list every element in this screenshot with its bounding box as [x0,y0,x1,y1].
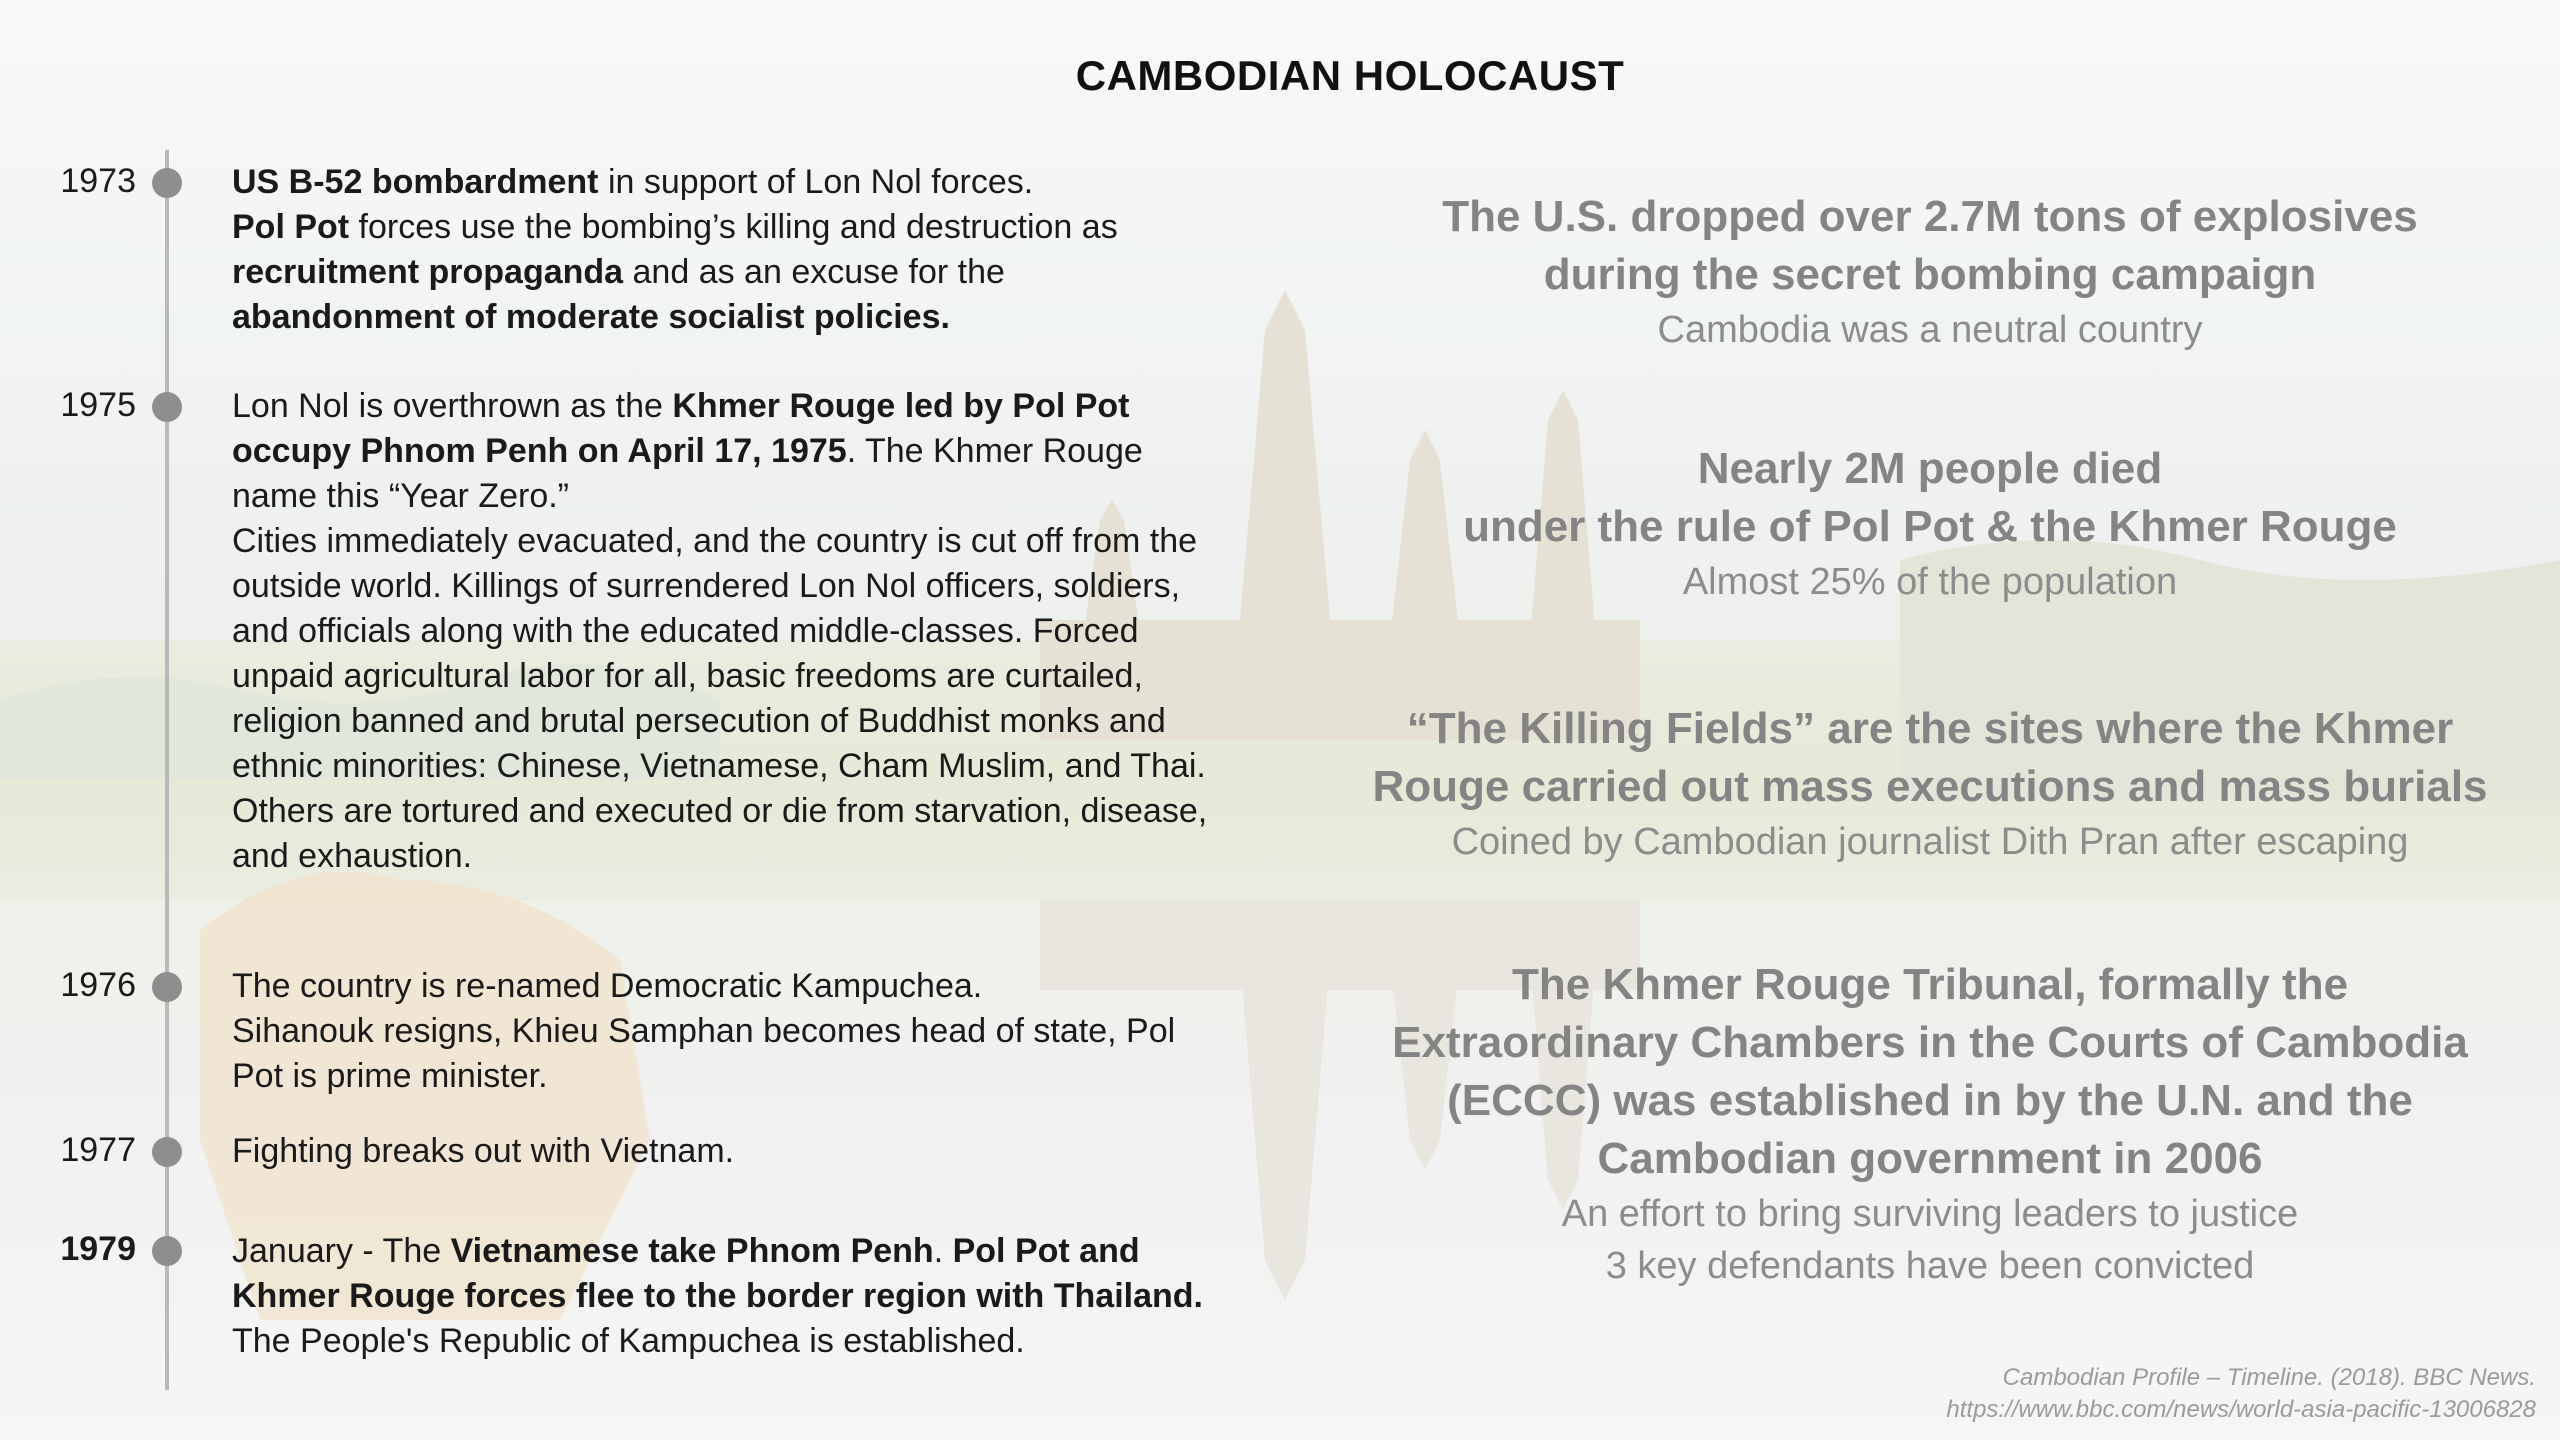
fact-subtext: Almost 25% of the population [1682,561,2178,603]
fact-block-bombing [1340,188,2520,356]
timeline-dot [152,392,182,422]
timeline-dot [152,972,182,1002]
fact-block-deaths [1340,440,2520,608]
timeline-year: 1977 [60,1131,136,1169]
fact-heading: Cambodian government in 2006 [1597,1134,2263,1183]
entry-line: Sihanouk resigns, Khieu Samphan becomes head of state, Pol Pot is prime minister. [232,1012,1176,1095]
timeline-entry [232,964,1212,1099]
timeline-year: 1973 [60,162,136,200]
timeline-entry [232,1129,1212,1174]
source-citation [1946,1362,2536,1426]
timeline-dot [152,1137,182,1167]
entry-line: Lon Nol is overthrown as the Khmer Rouge led by Pol Pot occupy Phnom Penh on April 17, 1975. The Khmer Rouge name this “Year Zero.” [232,387,1143,515]
entry-line: Pol Pot forces use the bombing’s killing and destruction as recruitment propaganda and as an excuse for the abandonment of moderate socialist policies. [232,208,1118,336]
entry-line: US B-52 bombardment in support of Lon Nol forces. [232,163,1034,201]
entry-line: Cities immediately evacuated, and the country is cut off from the outside world. Killings of surrendered Lon Nol officers, soldiers, and officials along with the educated middle-classes. Forced unpaid agricultural labor for all, basic freedoms are curtailed, religion banned and brutal persecution of Buddhist monks and ethnic minorities: Chinese, Vietnamese, Cham Muslim, and Thai. Others are tortured and executed or die from starvation, disease, and exhaustion. [232,522,1208,875]
entry-line: Fighting breaks out with Vietnam. [232,1132,735,1170]
fact-subtext: An effort to bring surviving leaders to justice [1561,1193,2299,1235]
timeline-entry [232,160,1212,340]
fact-block-tribunal [1340,956,2520,1292]
fact-block-killing-fields [1340,700,2520,868]
fact-heading: Extraordinary Chambers in the Courts of Cambodia [1392,1018,2468,1067]
timeline-dot [152,1236,182,1266]
citation-url: https://www.bbc.com/news/world-asia-pacific-13006828 [1946,1396,2536,1423]
citation-line: Cambodian Profile – Timeline. (2018). BBC News. [2002,1364,2536,1391]
timeline-dot [152,168,182,198]
timeline-axis [165,150,169,1390]
fact-heading: under the rule of Pol Pot & the Khmer Rouge [1463,502,2397,551]
entry-line: The country is re-named Democratic Kampuchea. [232,967,983,1005]
fact-heading: The Khmer Rouge Tribunal, formally the [1511,960,2349,1009]
timeline-entry [232,384,1212,879]
fact-heading: during the secret bombing campaign [1543,250,2317,299]
timeline-year: 1979 [60,1230,136,1268]
fact-heading: Rouge carried out mass executions and mass burials [1372,762,2488,811]
fact-heading: Nearly 2M people died [1697,444,2163,493]
fact-subtext: Coined by Cambodian journalist Dith Pran after escaping [1451,821,2409,863]
fact-heading: The U.S. dropped over 2.7M tons of explosives [1442,192,2418,241]
timeline-entry [232,1229,1212,1364]
fact-heading: “The Killing Fields” are the sites where the Khmer [1406,704,2454,753]
timeline-year: 1976 [60,966,136,1004]
timeline-year: 1975 [60,386,136,424]
fact-subtext: 3 key defendants have been convicted [1605,1245,2255,1287]
fact-heading: (ECCC) was established in by the U.N. and the [1447,1076,2413,1125]
page-title: CAMBODIAN HOLOCAUST [1075,52,1625,99]
entry-line: The People's Republic of Kampuchea is established. [232,1322,1025,1360]
entry-line: January - The Vietnamese take Phnom Penh. Pol Pot and Khmer Rouge forces flee to the border region with Thailand. [232,1232,1203,1315]
fact-subtext: Cambodia was a neutral country [1657,309,2203,351]
